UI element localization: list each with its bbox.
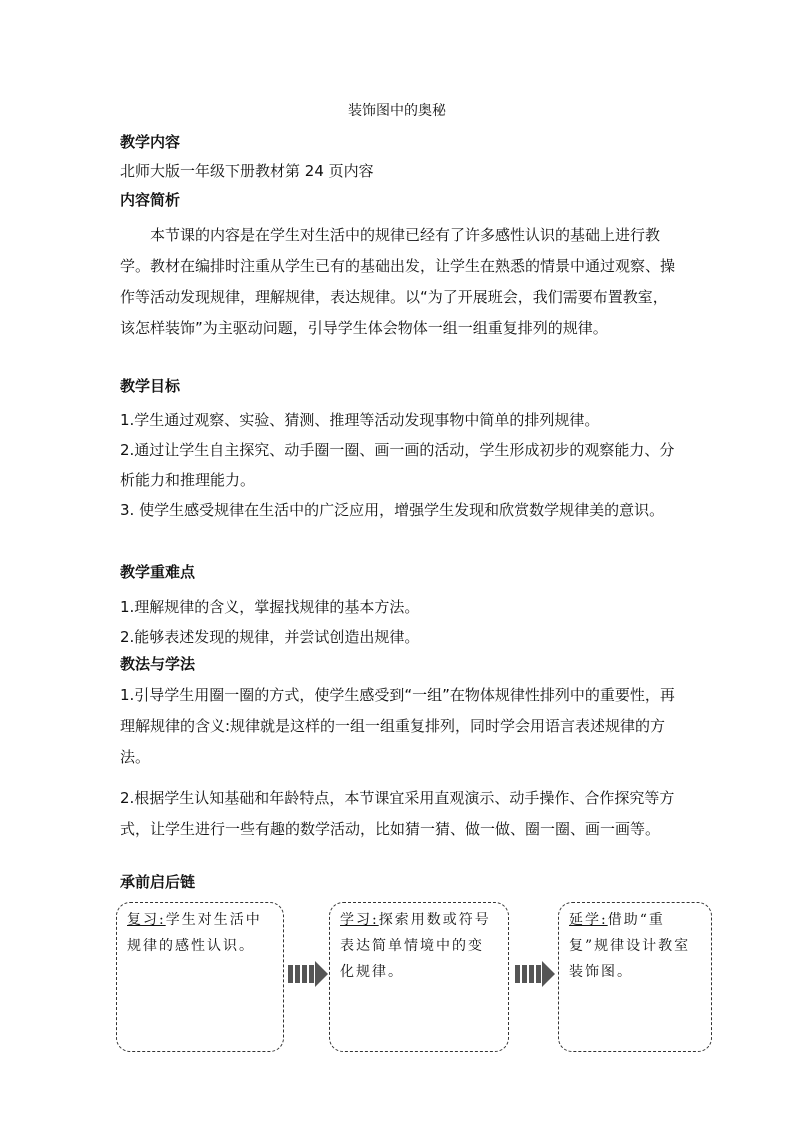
heading-brief: 内容简析 [120, 191, 181, 209]
heading-methods: 教法与学法 [120, 655, 196, 673]
chain-box-label: 复习: [127, 912, 166, 928]
key-points-list [120, 592, 680, 652]
brief-text: 本节课的内容是在学生对生活中的规律已经有了许多感性认识的基础上进行教学。教材在编排时注重从学生已有的基础出发，让学生在熟悉的情景中通过观察、操作等活动发现规律，理解规律，表达规律。以“为了开展班会，我们需要布置教室，该怎样装饰”为主驱动问题，引导学生体会物体一组一组重复排列的规律。 [120, 226, 676, 337]
goal-item: 2.通过让学生自主探究、动手圈一圈、画一画的活动，学生形成初步的观察能力、分析能力和推理能力。 [120, 441, 675, 489]
chain-box-learn [329, 902, 509, 1052]
key-point-item: 1.理解规律的含义，掌握找规律的基本方法。 [120, 598, 420, 616]
chain-box-extend [558, 902, 712, 1052]
chain-box-text: 探索用数或符号表达简单情境中的变化规律。 [340, 912, 491, 980]
heading-key-points: 教学重难点 [120, 563, 196, 581]
heading-content: 教学内容 [120, 133, 181, 151]
method-item: 2.根据学生认知基础和年龄特点，本节课宜采用直观演示、动手操作、合作探究等方式，让学生进行一些有趣的数学活动，比如猜一猜、做一做、圈一圈、画一画等。 [120, 789, 675, 838]
goal-item: 3. 使学生感受规律在生活中的广泛应用，增强学生发现和欣赏数学规律美的意识。 [120, 501, 665, 519]
goals-list [120, 405, 680, 525]
right-arrow-icon [514, 960, 556, 988]
heading-chain: 承前启后链 [120, 873, 196, 891]
heading-goals: 教学目标 [120, 377, 181, 395]
chain-box-text: 学生对生活中规律的感性认识。 [127, 912, 262, 954]
goal-item: 1.学生通过观察、实验、猜测、推理等活动发现事物中简单的排列规律。 [120, 411, 600, 429]
chain-box-review [116, 902, 284, 1052]
methods-list [120, 680, 680, 845]
content-text: 北师大版一年级下册教材第 24 页内容 [120, 162, 374, 180]
chain-box-label: 学习: [340, 912, 379, 928]
right-arrow-icon [287, 960, 329, 988]
key-point-item: 2.能够表述发现的规律，并尝试创造出规律。 [120, 628, 420, 646]
method-item: 1.引导学生用圈一圈的方式，使学生感受到“一组”在物体规律性排列中的重要性，再理解规律的含义:规律就是这样的一组一组重复排列，同时学会用语言表述规律的方法。 [120, 686, 675, 766]
chain-box-label: 延学: [569, 912, 608, 928]
chain-box-text: 借助“重复”规律设计教室装饰图。 [569, 912, 691, 980]
page-title: 装饰图中的奥秘 [348, 103, 446, 119]
